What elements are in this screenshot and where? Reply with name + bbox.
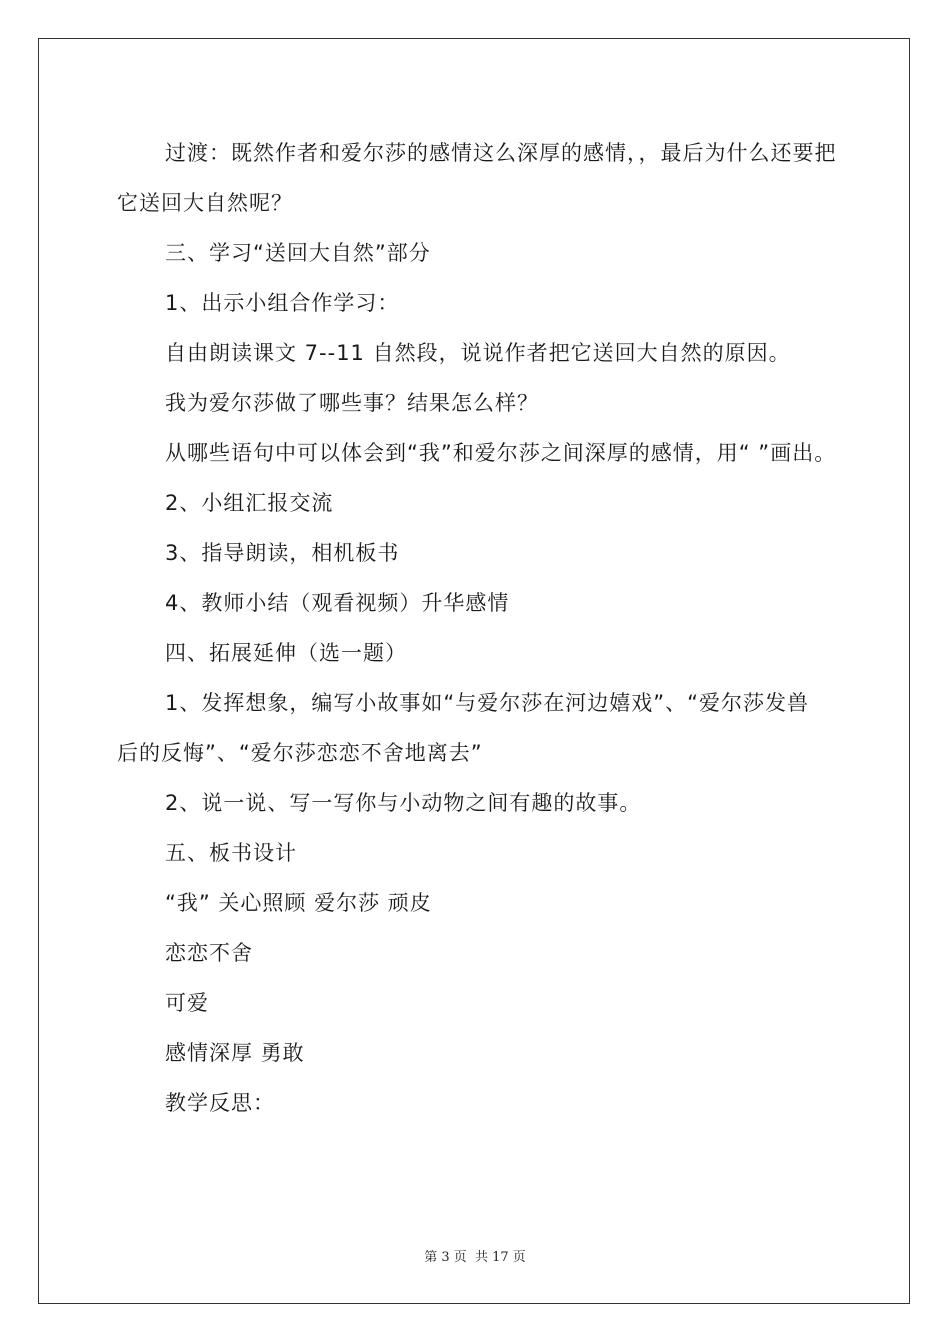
page-footer — [0, 1246, 950, 1265]
paragraph-item: 自由朗读课文 7--11 自然段，说说作者把它送回大自然的原因。 — [165, 341, 791, 365]
heading-section-3: 三、学习“送回大自然”部分 — [165, 241, 431, 265]
heading-section-4: 四、拓展延伸（选一题） — [165, 641, 407, 665]
board-design-line: 可爱 — [165, 991, 209, 1015]
heading-reflection: 教学反思： — [165, 1091, 275, 1115]
paragraph-item: 1、出示小组合作学习： — [165, 291, 400, 315]
paragraph-item: 2、说一说、写一写你与小动物之间有趣的故事。 — [165, 791, 642, 815]
board-design-line: 恋恋不舍 — [165, 941, 253, 965]
board-design-line: 感情深厚 勇敢 — [165, 1041, 305, 1065]
paragraph-item: 从哪些语句中可以体会到“我”和爱尔莎之间深厚的感情，用“ ”画出。 — [165, 441, 837, 465]
page-total: 共 17 页 — [474, 1250, 526, 1265]
page-number: 第 3 页 — [424, 1250, 467, 1265]
paragraph-item: 1、发挥想象，编写小故事如“与爱尔莎在河边嬉戏”、“爱尔莎发兽 后的反悔”、“爱尔莎恋恋不舍地离去” — [117, 691, 817, 765]
paragraph-item: 我为爱尔莎做了哪些事？结果怎么样？ — [165, 391, 539, 415]
paragraph-transition: 过渡：既然作者和爱尔莎的感情这么深厚的感情，，最后为什么还要把它送回大自然呢？ — [117, 141, 837, 215]
paragraph-item: 2、小组汇报交流 — [165, 491, 334, 515]
document-body — [117, 128, 837, 1128]
paragraph-item: 4、教师小结（观看视频）升华感情 — [165, 591, 510, 615]
paragraph-item: 3、指导朗读，相机板书 — [165, 541, 400, 565]
board-design-line: “我” 关心照顾 爱尔莎 顽皮 — [165, 891, 432, 915]
heading-section-5: 五、板书设计 — [165, 841, 297, 865]
